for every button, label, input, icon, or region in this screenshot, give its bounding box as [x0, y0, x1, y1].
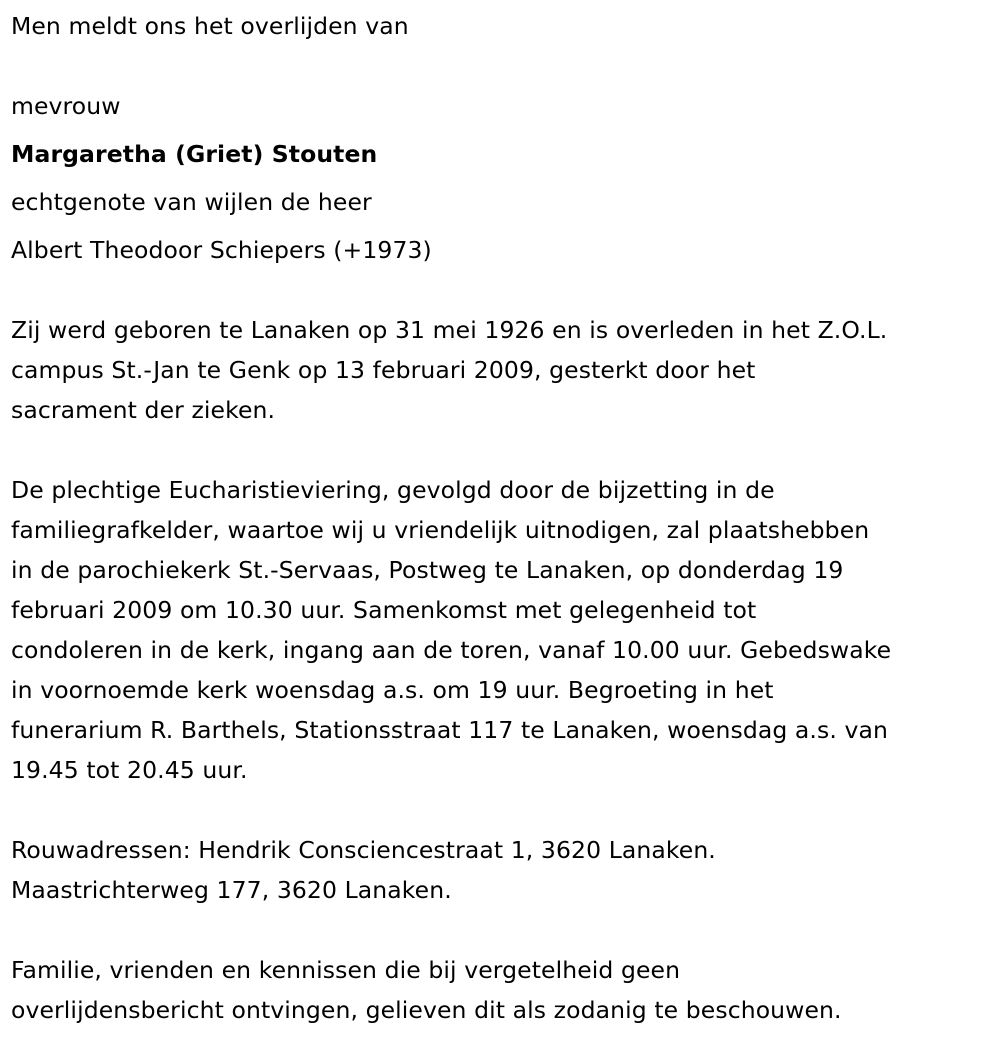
- paragraph-line: campus St.-Jan te Genk op 13 februari 2009, gesterkt door het: [11, 356, 756, 384]
- paragraph-line: De plechtige Eucharistieviering, gevolgd door de bijzetting in de: [11, 476, 775, 504]
- paragraph-line: in voornoemde kerk woensdag a.s. om 19 uur. Begroeting in het: [11, 676, 774, 704]
- paragraph-line: funerarium R. Barthels, Stationsstraat 117 te Lanaken, woensdag a.s. van: [11, 716, 888, 744]
- addresses-paragraph: [11, 830, 996, 910]
- paragraph-line: februari 2009 om 10.30 uur. Samenkomst met gelegenheid tot: [11, 596, 757, 624]
- paragraph-line: Rouwadressen: Hendrik Consciencestraat 1, 3620 Lanaken.: [11, 836, 716, 864]
- paragraph-line: Familie, vrienden en kennissen die bij vergetelheid geen: [11, 956, 681, 984]
- paragraph-line: familiegrafkelder, waartoe wij u vriendelijk uitnodigen, zal plaatshebben: [11, 516, 870, 544]
- spouse-label: echtgenote van wijlen de heer: [11, 188, 372, 216]
- paragraph-line: sacrament der zieken.: [11, 396, 276, 424]
- ceremony-paragraph: [11, 470, 996, 790]
- paragraph-line: Zij werd geboren te Lanaken op 31 mei 1926 en is overleden in het Z.O.L.: [11, 316, 888, 344]
- paragraph-line: condoleren in de kerk, ingang aan de toren, vanaf 10.00 uur. Gebedswake: [11, 636, 892, 664]
- birth-death-paragraph: [11, 310, 996, 430]
- paragraph-line: in de parochiekerk St.-Servaas, Postweg te Lanaken, op donderdag 19: [11, 556, 844, 584]
- paragraph-line: Maastrichterweg 177, 3620 Lanaken.: [11, 876, 452, 904]
- paragraph-line: 19.45 tot 20.45 uur.: [11, 756, 248, 784]
- deceased-name: Margaretha (Griet) Stouten: [11, 140, 378, 168]
- paragraph-line: overlijdensbericht ontvingen, gelieven dit als zodanig te beschouwen.: [11, 996, 842, 1024]
- closing-paragraph: [11, 950, 996, 1030]
- spouse-name: Albert Theodoor Schiepers (+1973): [11, 236, 432, 264]
- intro-line: Men meldt ons het overlijden van: [11, 12, 409, 40]
- honorific: mevrouw: [11, 92, 121, 120]
